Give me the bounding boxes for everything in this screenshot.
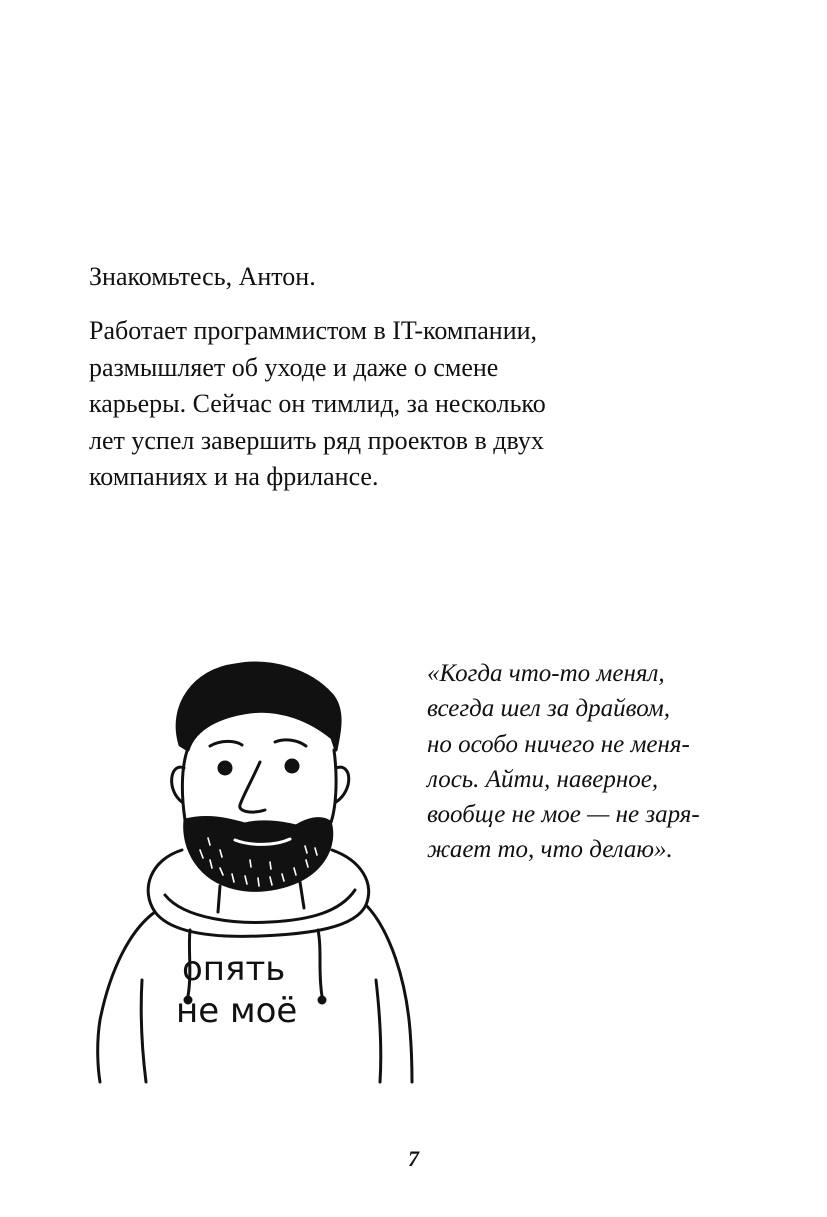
quote-line: жает то, что делаю». <box>427 836 673 864</box>
paragraph-line: компаниях и на фрилансе. <box>89 462 379 491</box>
man-portrait-drawing <box>70 650 430 1090</box>
intro-text <box>89 258 609 496</box>
intro-paragraph <box>89 313 609 496</box>
quote-line: но особо ничего не меня- <box>427 730 690 758</box>
quote-line: всегда шел за драйвом, <box>427 695 670 723</box>
page-number: 7 <box>408 1146 419 1171</box>
hoodie-text-line2: не моё <box>176 991 298 1031</box>
paragraph-line: карьеры. Сейчас он тимлид, за несколько <box>89 389 546 418</box>
paragraph-line: размышляет об уходе и даже о смене <box>89 352 499 382</box>
anton-quote <box>427 656 700 868</box>
quote-line: вообще не мое — не заря- <box>427 801 700 829</box>
paragraph-line: лет успел завершить ряд проектов в двух <box>89 425 544 455</box>
paragraph-line: Работает программистом в IT-компании, <box>89 316 538 345</box>
anton-illustration <box>70 650 430 1090</box>
hoodie-text-line1: опять <box>182 949 286 989</box>
quote-line: лось. Айти, наверное, <box>427 765 659 793</box>
quote-line: «Когда что-то менял, <box>427 660 665 687</box>
greeting: Знакомьтесь, Антон. <box>89 262 316 291</box>
